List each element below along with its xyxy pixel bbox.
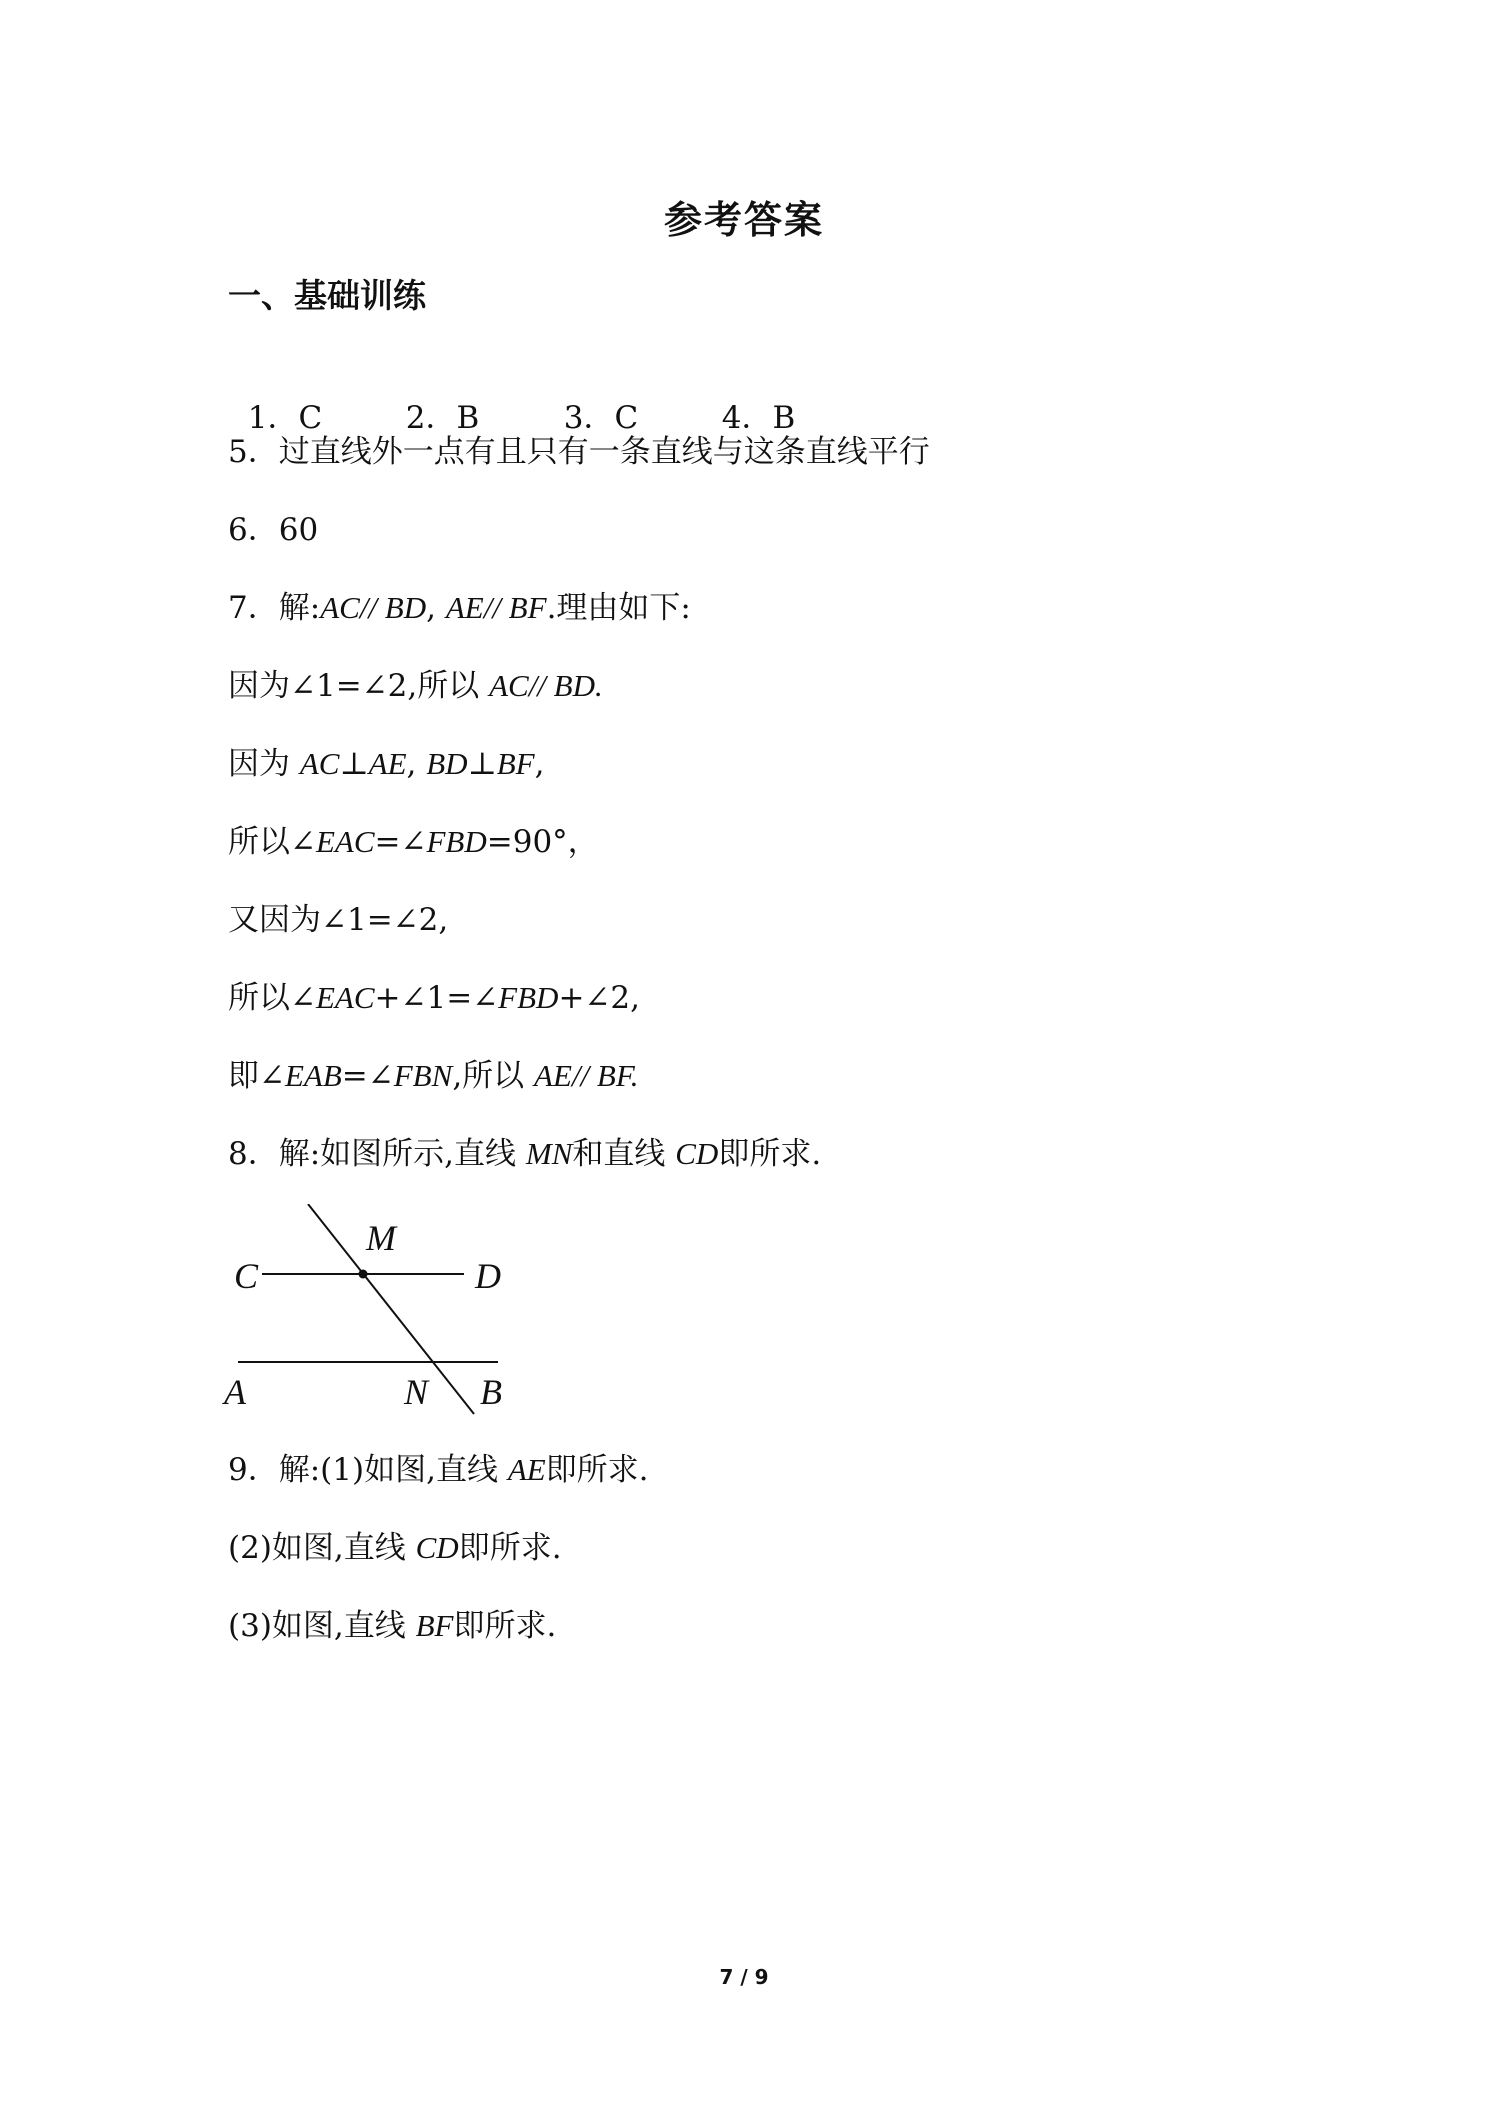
text-run: =90°， bbox=[486, 824, 599, 860]
answer-9-line-2 bbox=[228, 1526, 562, 1570]
label-a: A bbox=[224, 1372, 246, 1412]
text-run: 即所求. bbox=[458, 1530, 562, 1566]
label-m: M bbox=[366, 1218, 396, 1258]
text-run: (3)如图,直线 bbox=[228, 1608, 416, 1644]
answer-2-number: 2． bbox=[405, 400, 457, 436]
answer-3-number: 3． bbox=[563, 400, 615, 436]
text-run: (2)如图,直线 bbox=[228, 1530, 416, 1566]
math-run: CD bbox=[675, 1136, 719, 1171]
text-run: +∠2, bbox=[558, 980, 640, 1016]
text-run: 和直线 bbox=[572, 1136, 676, 1172]
math-run: BD bbox=[426, 746, 468, 781]
answer-5-text: 过直线外一点有且只有一条直线与这条直线平行 bbox=[278, 434, 930, 470]
math-run: FBN bbox=[393, 1058, 453, 1093]
math-run: AE bbox=[368, 746, 407, 781]
math-run: CD bbox=[415, 1530, 459, 1565]
text-run: 即所求. bbox=[718, 1136, 822, 1172]
text-run: ⊥ bbox=[467, 746, 497, 782]
text-run: , bbox=[534, 746, 545, 782]
text-run: 因为 bbox=[228, 746, 300, 782]
math-run: EAC bbox=[315, 980, 375, 1015]
text-run: 所以∠ bbox=[228, 980, 316, 1016]
answer-6-text: 60 bbox=[278, 512, 319, 548]
text-run: ,所以 bbox=[452, 1058, 535, 1094]
label-c: C bbox=[234, 1256, 259, 1296]
page-number: 7 / 9 bbox=[719, 1965, 769, 1989]
text-run: , bbox=[426, 590, 446, 626]
answer-7-line-1 bbox=[228, 586, 691, 630]
answer-7-line-2 bbox=[228, 664, 603, 708]
label-n: N bbox=[404, 1372, 429, 1412]
answer-7-line-6 bbox=[228, 976, 640, 1020]
text-run: =∠ bbox=[374, 824, 427, 860]
math-run: . bbox=[630, 1058, 639, 1093]
answer-5 bbox=[228, 430, 930, 474]
answer-7-number: 7． bbox=[228, 590, 279, 626]
answer-8-number: 8． bbox=[228, 1136, 279, 1172]
page-title: 参考答案 bbox=[663, 198, 824, 242]
answer-4-value: B bbox=[772, 400, 796, 436]
math-run: AC bbox=[299, 746, 340, 781]
text-run: 即所求. bbox=[453, 1608, 557, 1644]
text-run: 解:如图所示,直线 bbox=[278, 1136, 526, 1172]
text-run: .理由如下: bbox=[546, 590, 691, 626]
answer-7-line-5 bbox=[228, 898, 448, 942]
math-run: FBD bbox=[498, 980, 559, 1015]
text-run: ⊥ bbox=[339, 746, 369, 782]
text-run: 因为∠1=∠2,所以 bbox=[228, 668, 490, 704]
math-run: EAC bbox=[315, 824, 375, 859]
math-run: MN bbox=[525, 1136, 573, 1171]
answer-4-number: 4． bbox=[721, 400, 773, 436]
math-run: BF bbox=[496, 746, 535, 781]
answer-6 bbox=[228, 508, 318, 552]
text-run: +∠1=∠ bbox=[374, 980, 499, 1016]
math-run: AE// BF bbox=[445, 590, 547, 625]
answer-5-number: 5． bbox=[228, 434, 279, 470]
label-d: D bbox=[475, 1256, 501, 1296]
text-run: 又因为∠1=∠2, bbox=[228, 902, 449, 938]
answer-3-value: C bbox=[614, 400, 639, 436]
label-b: B bbox=[480, 1372, 502, 1412]
math-run: AC// BD bbox=[489, 668, 595, 703]
answer-6-number: 6． bbox=[228, 512, 279, 548]
math-run: AE// BF bbox=[534, 1058, 631, 1093]
math-run: FBD bbox=[426, 824, 487, 859]
answer-9-line-1 bbox=[228, 1448, 649, 1492]
math-run: AC// BD bbox=[320, 590, 427, 625]
section-heading: 一、基础训练 bbox=[228, 276, 426, 315]
math-run: BF bbox=[415, 1608, 454, 1643]
text-run: 即∠ bbox=[228, 1058, 285, 1094]
answer-1-value: C bbox=[298, 400, 323, 436]
text-run: 所以∠ bbox=[228, 824, 316, 860]
point-m bbox=[359, 1270, 368, 1279]
text-run: 解: bbox=[278, 590, 321, 626]
answer-8 bbox=[228, 1132, 821, 1176]
math-run: AE bbox=[507, 1452, 546, 1487]
answer-7-line-7 bbox=[228, 1054, 639, 1098]
text-run: =∠ bbox=[341, 1058, 394, 1094]
text-run: 即所求. bbox=[545, 1452, 649, 1488]
parallel-lines-figure bbox=[222, 1204, 512, 1430]
answer-7-line-4 bbox=[228, 820, 599, 864]
text-run: , bbox=[406, 746, 427, 782]
answer-9-line-3 bbox=[228, 1604, 556, 1648]
math-run: . bbox=[595, 668, 603, 703]
math-run: EAB bbox=[284, 1058, 342, 1093]
text-run: 解:(1)如图,直线 bbox=[278, 1452, 508, 1488]
answer-7-line-3 bbox=[228, 742, 544, 786]
answer-2-value: B bbox=[456, 400, 480, 436]
answer-9-number: 9． bbox=[228, 1452, 279, 1488]
answer-choices-row bbox=[228, 352, 880, 440]
answer-1-number: 1． bbox=[247, 400, 299, 436]
